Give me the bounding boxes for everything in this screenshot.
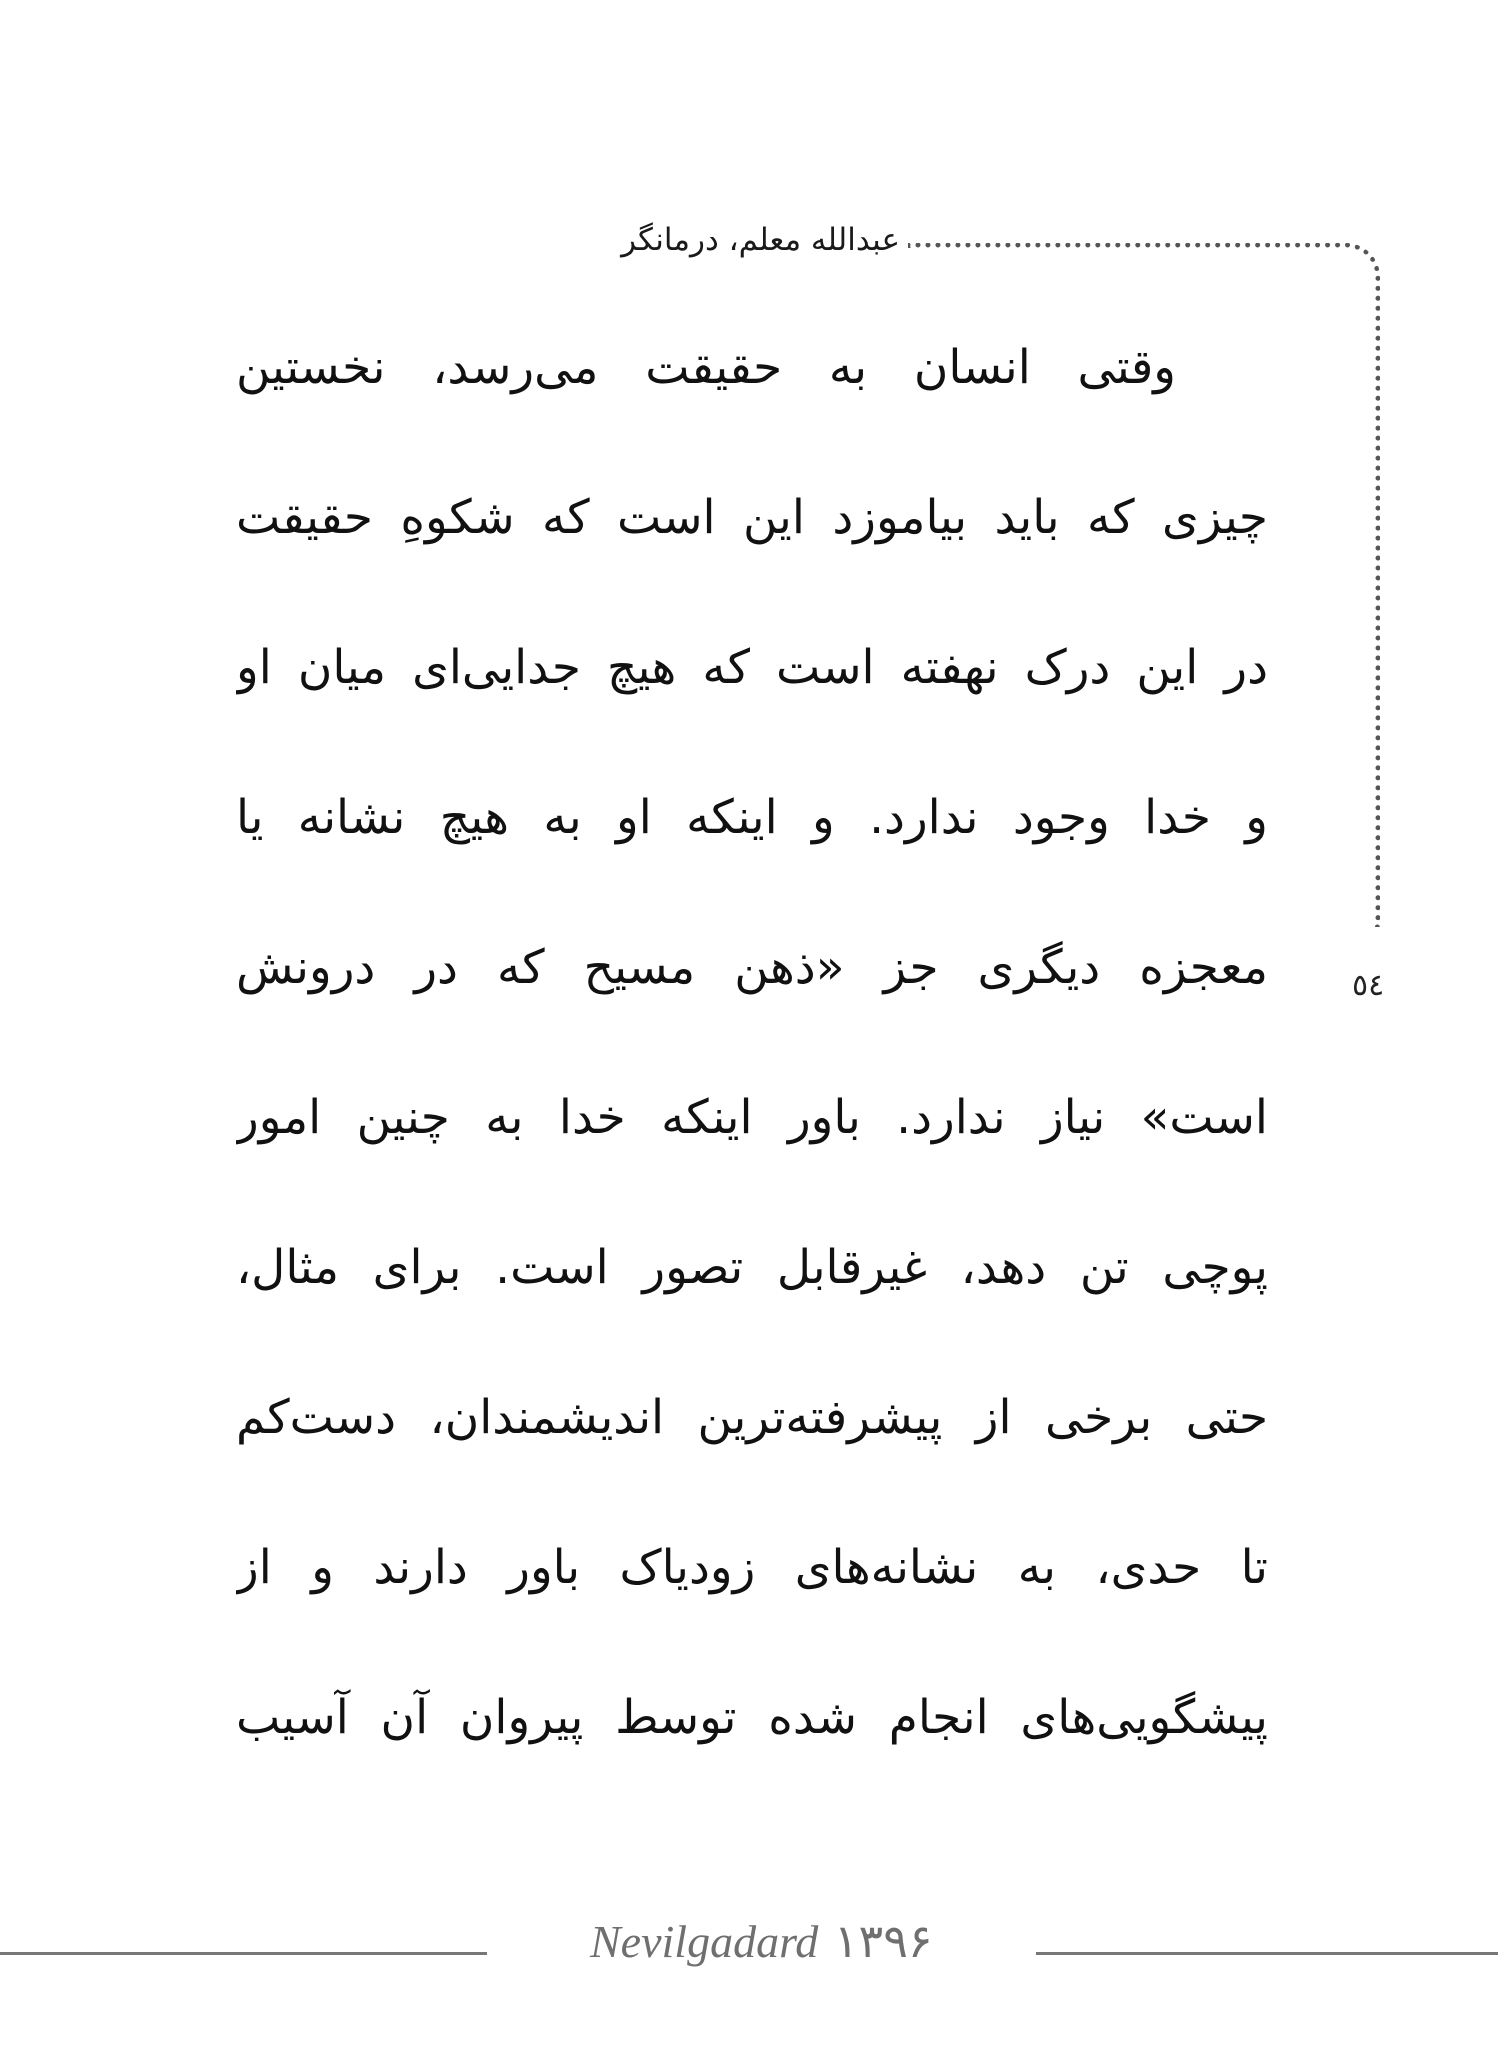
page-number: ٥٤	[1352, 968, 1385, 1003]
text-line: پوچی تن دهد، غیرقابل تصور است. برای مثال،	[236, 1240, 1268, 1295]
footer-year: ۱۳۹۶	[833, 1916, 933, 1967]
running-header-title: عبدالله معلم، درمانگر	[621, 222, 900, 258]
text-line: چیزی که باید بیاموزد این است که شکوهِ حقیقت	[236, 490, 1268, 545]
text-line: در این درک نهفته است که هیچ جدایی‌ای میان او	[236, 640, 1268, 695]
text-line: و خدا وجود ندارد. و اینکه او به هیچ نشانه یا	[236, 790, 1268, 845]
text-line: حتی برخی از پیشرفته‌ترین اندیشمندان، دست‌کم	[236, 1390, 1268, 1445]
text-line: است» نیاز ندارد. باور اینکه خدا به چنین امور	[236, 1090, 1268, 1145]
footer-publisher-name: Nevilgadard	[590, 1916, 819, 1967]
footer-publisher	[590, 1914, 933, 1968]
text-line: معجزه دیگری جز «ذهن مسیح که در درونش	[236, 940, 1268, 995]
text-line: وقتی انسان به حقیقت می‌رسد، نخستین	[236, 340, 1176, 395]
text-line: تا حدی، به نشانه‌های زودیاک باور دارند و از	[236, 1540, 1268, 1595]
footer-rule-left	[0, 1952, 487, 1955]
text-line: پیشگویی‌های انجام شده توسط پیروان آن آسیب	[236, 1690, 1268, 1745]
footer-rule-right	[1036, 1952, 1498, 1955]
body-text	[236, 318, 1268, 1818]
